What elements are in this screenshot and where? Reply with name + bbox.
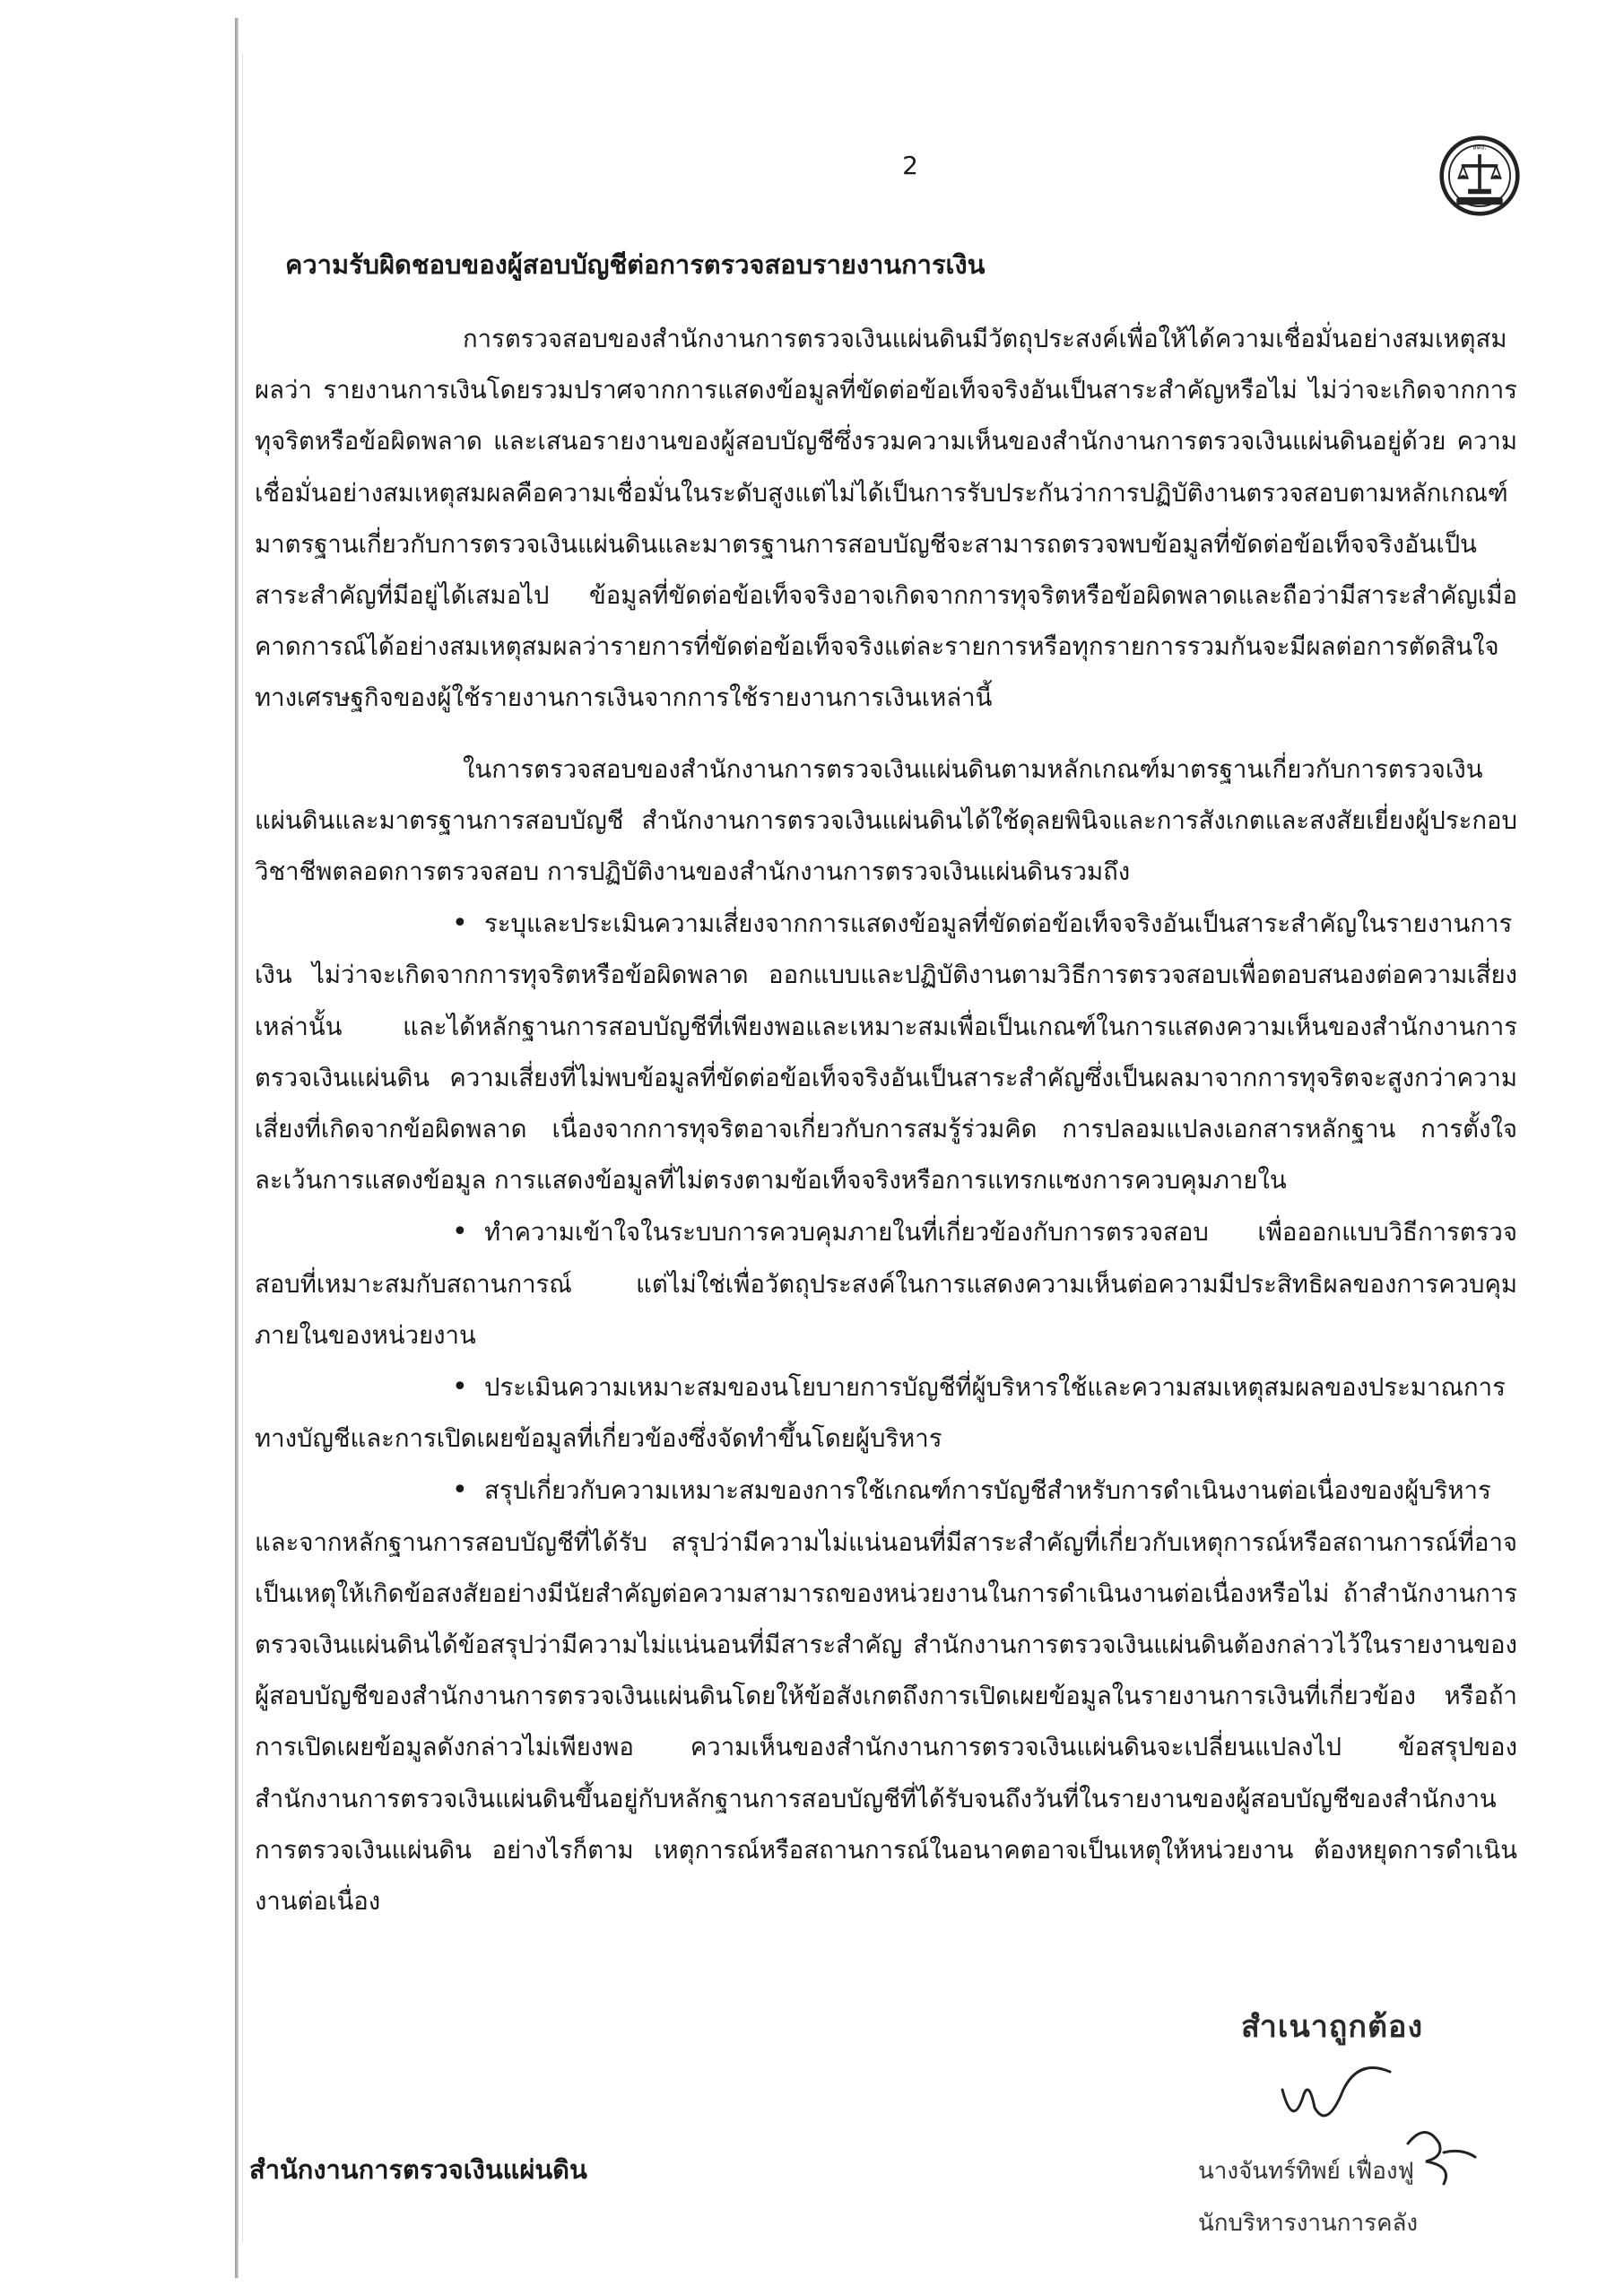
office-seal-icon	[1438, 135, 1521, 217]
scan-shadow-line	[242, 54, 243, 2242]
handwritten-signature-icon	[1273, 2054, 1399, 2135]
bullet-icon: •	[452, 1371, 468, 1404]
bullet-text: สรุปเกี่ยวกับความเหมาะสมของการใช้เกณฑ์การบัญชีสำหรับการดำเนินงานต่อเนื่องของผู้บริหารและจากหลักฐานการสอบบัญชีที่ได้รับ สรุปว่ามีความไม่แน่นอนที่มีสาระสำคัญที่เกี่ยวกับเหตุการณ์หรือสถานการณ์ที่อาจเป็นเหตุให้เกิดข้อสงสัยอย่างมีนัยสำคัญต่อความสามารถของหน่วยงานในการดำเนินงานต่อเนื่องหรือไม่ ถ้าสำนักงานการตรวจเงินแผ่นดินได้ข้อสรุปว่ามีความไม่แน่นอนที่มีสาระสำคัญ สำนักงานการตรวจเงินแผ่นดินต้องกล่าวไว้ในรายงานของผู้สอบบัญชีของสำนักงานการตรวจเงินแผ่นดินโดยให้ข้อสังเกตถึงการเปิดเผยข้อมูลในรายงานการเงินที่เกี่ยวข้อง หรือถ้าการเปิดเผยข้อมูลดังกล่าวไม่เพียงพอ ความเห็นของสำนักงานการตรวจเงินแผ่นดินจะเปลี่ยนแปลงไป ข้อสรุปของสำนักงานการตรวจเงินแผ่นดินขึ้นอยู่กับหลักฐานการสอบบัญชีที่ได้รับจนถึงวันที่ในรายงานของผู้สอบบัญชีของสำนักงานการตรวจเงินแผ่นดิน อย่างไรก็ตาม เหตุการณ์หรือสถานการณ์ในอนาคตอาจเป็นเหตุให้หน่วยงาน ต้องหยุดการดำเนินงานต่อเนื่อง	[255, 1476, 1517, 1917]
page-number: 2	[902, 151, 918, 180]
bullet-item	[255, 1361, 1517, 1465]
certifier-title: นักบริหารงานการคลัง	[1198, 2210, 1419, 2237]
document-body	[255, 314, 1517, 1927]
paragraph: ในการตรวจสอบของสำนักงานการตรวจเงินแผ่นดินตามหลักเกณฑ์มาตรฐานเกี่ยวกับการตรวจเงินแผ่นดินและมาตรฐานการสอบบัญชี สำนักงานการตรวจเงินแผ่นดินได้ใช้ดุลยพินิจและการสังเกตและสงสัยเยี่ยงผู้ประกอบวิชาชีพตลอดการตรวจสอบ การปฏิบัติงานของสำนักงานการตรวจเงินแผ่นดินรวมถึง	[255, 754, 1517, 887]
bullet-text: ระบุและประเมินความเสี่ยงจากการแสดงข้อมูลที่ขัดต่อข้อเท็จจริงอันเป็นสาระสำคัญในรายงานการเงิน ไม่ว่าจะเกิดจากการทุจริตหรือข้อผิดพลาด ออกแบบและปฏิบัติงานตามวิธีการตรวจสอบเพื่อตอบสนองต่อความเสี่ยงเหล่านั้น และได้หลักฐานการสอบบัญชีที่เพียงพอและเหมาะสมเพื่อเป็นเกณฑ์ในการแสดงความเห็นของสำนักงานการตรวจเงินแผ่นดิน ความเสี่ยงที่ไม่พบข้อมูลที่ขัดต่อข้อเท็จจริงอันเป็นสาระสำคัญซึ่งเป็นผลมาจากการทุจริตจะสูงกว่าความเสี่ยงที่เกิดจากข้อผิดพลาด เนื่องจากการทุจริตอาจเกี่ยวกับการสมรู้ร่วมคิด การปลอมแปลงเอกสารหลักฐาน การตั้งใจละเว้นการแสดงข้อมูล การแสดงข้อมูลที่ไม่ตรงตามข้อเท็จจริงหรือการแทรกแซงการควบคุมภายใน	[255, 909, 1517, 1196]
certifier-name: นางจันทร์ทิพย์ เฟื่องฟู	[1198, 2158, 1414, 2185]
scan-binding-edge	[235, 18, 239, 2278]
certifier-signature-icon	[1390, 2117, 1489, 2197]
svg-text:สตง.: สตง.	[1472, 143, 1487, 152]
bullet-item	[255, 898, 1517, 1206]
bullet-item	[255, 1206, 1517, 1361]
bullet-text: ประเมินความเหมาะสมของนโยบายการบัญชีที่ผู้บริหารใช้และความสมเหตุสมผลของประมาณการทางบัญชีและการเปิดเผยข้อมูลที่เกี่ยวข้องซึ่งจัดทำขึ้นโดยผู้บริหาร	[255, 1373, 1506, 1454]
bullet-icon: •	[452, 1474, 468, 1507]
paragraph: การตรวจสอบของสำนักงานการตรวจเงินแผ่นดินมีวัตถุประสงค์เพื่อให้ได้ความเชื่อมั่นอย่างสมเหตุสมผลว่า รายงานการเงินโดยรวมปราศจากการแสดงข้อมูลที่ขัดต่อข้อเท็จจริงอันเป็นสาระสำคัญหรือไม่ ไม่ว่าจะเกิดจากการทุจริตหรือข้อผิดพลาด และเสนอรายงานของผู้สอบบัญชีซึ่งรวมความเห็นของสำนักงานการตรวจเงินแผ่นดินอยู่ด้วย ความเชื่อมั่นอย่างสมเหตุสมผลคือความเชื่อมั่นในระดับสูงแต่ไม่ได้เป็นการรับประกันว่าการปฏิบัติงานตรวจสอบตามหลักเกณฑ์มาตรฐานเกี่ยวกับการตรวจเงินแผ่นดินและมาตรฐานการสอบบัญชีจะสามารถตรวจพบข้อมูลที่ขัดต่อข้อเท็จจริงอันเป็นสาระสำคัญที่มีอยู่ได้เสมอไป ข้อมูลที่ขัดต่อข้อเท็จจริงอาจเกิดจากการทุจริตหรือข้อผิดพลาดและถือว่ามีสาระสำคัญเมื่อคาดการณ์ได้อย่างสมเหตุสมผลว่ารายการที่ขัดต่อข้อเท็จจริงแต่ละรายการหรือทุกรายการรวมกันจะมีผลต่อการตัดสินใจทางเศรษฐกิจของผู้ใช้รายงานการเงินจากการใช้รายงานการเงินเหล่านี้	[255, 325, 1517, 713]
section-heading: ความรับผิดชอบของผู้สอบบัญชีต่อการตรวจสอบรายงานการเงิน	[285, 249, 986, 280]
certified-copy-stamp: สำเนาถูกต้อง	[1241, 2009, 1424, 2045]
bullet-icon: •	[452, 1216, 468, 1248]
bullet-icon: •	[452, 908, 468, 940]
bullet-text: ทำความเข้าใจในระบบการควบคุมภายในที่เกี่ยวข้องกับการตรวจสอบ เพื่อออกแบบวิธีการตรวจสอบที่เหมาะสมกับสถานการณ์ แต่ไม่ใช่เพื่อวัตถุประสงค์ในการแสดงความเห็นต่อความมีประสิทธิผลของการควบคุมภายในของหน่วยงาน	[255, 1218, 1517, 1350]
issuing-office: สำนักงานการตรวจเงินแผ่นดิน	[249, 2154, 587, 2185]
bullet-item	[255, 1465, 1517, 1927]
